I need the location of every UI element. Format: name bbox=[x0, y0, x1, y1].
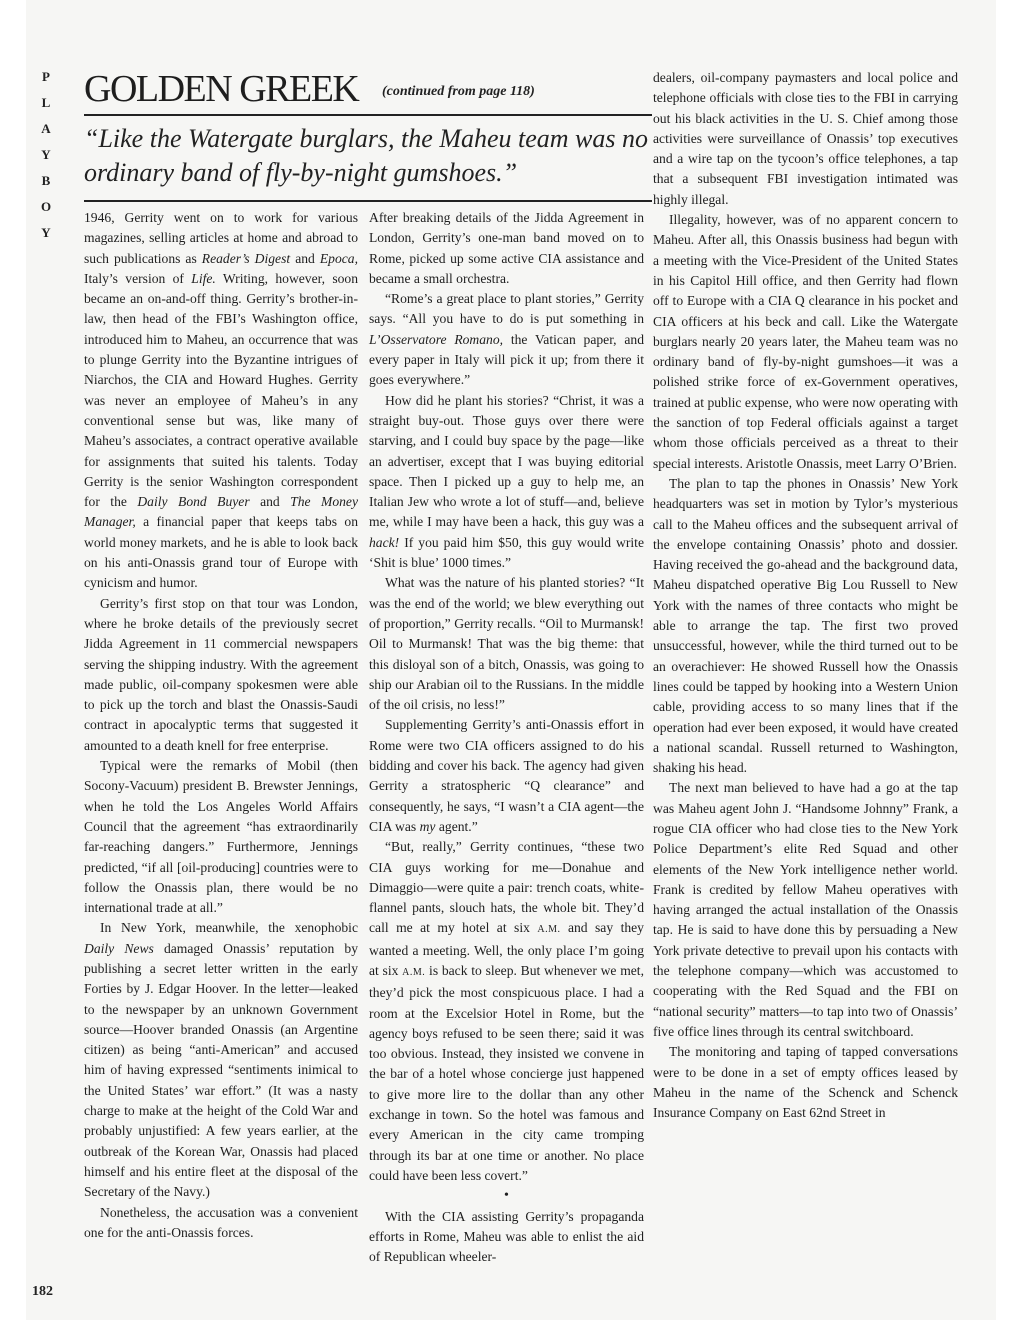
magazine-letter: Y bbox=[41, 225, 51, 240]
article-paragraph: Nonetheless, the accusation was a convenient one for the anti-Onassis forces. bbox=[84, 1204, 358, 1240]
magazine-letter: P bbox=[42, 69, 50, 84]
magazine-letter: Y bbox=[41, 147, 51, 162]
continued-from-note: (continued from page 118) bbox=[382, 84, 535, 99]
text-column-2 bbox=[369, 208, 644, 1267]
article-paragraph: Gerrity’s first stop on that tour was London, where he broke details of the previously secret Jidda Agreement in 11 commercial newspapers serving the shipping industry. With the agreement made public, oil-company spokesmen were able to pick up the torch and blast the Onassis-Saudi contract in apocalyptic terms that suggested it amounted to a death knell for free enterprise. bbox=[84, 595, 358, 753]
bottom-rule bbox=[84, 200, 652, 202]
text-column-1 bbox=[84, 208, 358, 1243]
magazine-letter: B bbox=[41, 173, 51, 188]
italic-text: my bbox=[419, 818, 436, 834]
article-paragraph: With the CIA assisting Gerrity’s propaganda efforts in Rome, Maheu was able to enlist the aid of Republican wheeler- bbox=[369, 1208, 644, 1265]
italic-text: Epoca, bbox=[319, 250, 358, 266]
text-column-3 bbox=[653, 68, 958, 1123]
article-paragraph: Typical were the remarks of Mobil (then Socony-Vacuum) president B. Brewster Jennings, when he told the Los Angeles World Affairs Council that the agreement “has extraordinarily far-reaching dangers.” Furthermore, Jennings predicted, “if all [oil-producing] countries were to follow the Onassis plan, there would be no international trade at all.” bbox=[84, 758, 358, 916]
magazine-letter: O bbox=[40, 199, 52, 214]
magazine-name-letters bbox=[36, 64, 56, 246]
pull-quote: “Like the Watergate burglars, the Maheu team was no ordinary band of fly-by-night gumshoes.” bbox=[84, 124, 649, 187]
small-caps-text: A.M. bbox=[402, 966, 426, 978]
italic-text: Reader’s Digest bbox=[201, 250, 291, 266]
magazine-name bbox=[36, 64, 56, 246]
section-break-dot: • bbox=[504, 1188, 509, 1204]
article-paragraph: After breaking details of the Jidda Agreement in London, Gerrity’s one-man band moved on to Rome, picked up some active CIA assistance and became a small orchestra. bbox=[369, 210, 644, 286]
italic-text: Daily Bond Buyer bbox=[137, 494, 250, 510]
article-paragraph: 1946, Gerrity went on to work for various magazines, selling articles at home and abroad to such publications as Reader’s Digest and Epoca, Italy’s version of Life. Writing, however, soon became an on-and-off thing. Gerrity’s brother-in-law, then head of the FBI’s Washington office, introduced him to Maheu, an occurrence that was to plunge Gerrity into the Byzantine intrigues of Niarchos, the CIA and Howard Hughes. Gerrity was never an employee of Maheu’s in any conventional sense but was, like many of Maheu’s associates, a contract operative available for assignments that suited his talents. Today Gerrity is the senior Washington correspondent for the Daily Bond Buyer and The Money Manager, a financial paper that keeps tabs on world money markets, and he is able to look back on his anti-Onassis grand tour of Europe with cynicism and humor. bbox=[84, 210, 359, 591]
article-paragraph: “But, really,” Gerrity continues, “these two CIA guys working for me—Donahue and Dimaggio—were quite a pair: trench coats, white-flannel pants, slouch hats, the whole bit. They’d call me at my hotel at six A.M. and say they wanted a meeting. Well, the only place I’m going at six A.M. is back to sleep. But whenever we met, they’d pick the most conspicuous place. I had a room at the Excelsior Hotel in Rome, but the agency boys refused to be seen there; said it was too obvious. Instead, they insisted we convene in the bar of a hotel whose concierge just happened to give more lire to the dollar than any other exchange in town. So the hotel was famous and every American in the city came tromping through its bar at one time or another. No place could have been less covert.” bbox=[369, 839, 644, 1183]
small-caps-text: A.M. bbox=[537, 924, 561, 936]
article-title: GOLDEN GREEK bbox=[84, 68, 359, 110]
article-paragraph: How did he plant his stories? “Christ, it was a straight buy-out. Those guys over there were starving, and I could buy space by the page—like an advertiser, except that I was buying editorial space. Then I picked up a guy to help me, an Italian Jew who wrote a lot of stuff—and, believe me, while I may have been a hack, this guy was a hack! If you paid him $50, this guy would write ‘Shit is blue’ 1000 times.” bbox=[369, 392, 644, 571]
magazine-letter: L bbox=[41, 95, 51, 110]
article-paragraph: The plan to tap the phones in Onassis’ New York headquarters was set in motion by Tylor’s mysterious call to the Maheu offices and the subsequent arrival of the envelope containing Onassis’ photo and dossier. Having received the go-ahead and the background data, Maheu dispatched operative Big Lou Russell to New York with the names of three contacts who might be able to arrange the tap. The first two proved unsuccessful, however, while the third turned out to be an overachiever: He showed Russell how the Onassis lines could be tapped by hooking into a Western Union cable, providing access to so many lines that if the operation had ever been exposed, it would have created a national scandal. Russell returned to Washington, shaking his head. bbox=[653, 475, 958, 776]
article-paragraph: Illegality, however, was of no apparent concern to Maheu. After all, this Onassis business had begun with a meeting with the Vice-President of the United States in his Capitol Hill office, and then Gerrity had flown off to Europe with a CIA Q clearance in his pocket and CIA officers at his beck and call. Like the Watergate burglars nearly 20 years later, the Maheu team was no ordinary band of fly-by-night gumshoes—it was a polished strike force of ex-Government operatives, trained at public expense, who were now operating with the sanction of top Federal officials against a target whom those officials perceived as a threat to their special interests. Aristotle Onassis, meet Larry O’Brien. bbox=[653, 212, 958, 471]
italic-text: L’Osservatore Romano, bbox=[369, 331, 504, 347]
article-paragraph: The next man believed to have had a go at the tap was Maheu agent John J. “Handsome Johnny” Frank, a rogue CIA officer who had close ties to the New York Police Department’s elite Red Squad and other elements of the New York intelligence nether world. Frank is credited by fellow Maheu operatives with having arranged the actual installation of the Onassis tap. He is said to have done this by persuading a New York private detective to prevail upon his contacts with the telephone company—which was accustomed to cooperating with the Red Squad and the FBI on “national security” matters—to tap into two of Onassis’ five office lines through its central switchboard. bbox=[653, 780, 958, 1039]
article-paragraph: What was the nature of his planted stories? “It was the end of the world; we blew everything out of proportion,” Gerrity recalls. “Oil to Murmansk! Oil to Murmansk! That was the big theme: that this disloyal son of a bitch, Onassis, was going to ship our Arabian oil to the Russians. In the middle of the oil crisis, no less!” bbox=[369, 575, 644, 713]
article-paragraph: “Rome’s a great place to plant stories,” Gerrity says. “All you have to do is put something in L’Osservatore Romano, the Vatican paper, and every paper in Italy will pick it up; from there it goes everywhere.” bbox=[369, 291, 644, 388]
article-paragraph: In New York, meanwhile, the xenophobic Daily News damaged Onassis’ reputation by publishing a secret letter written in the early Forties by J. Edgar Hoover. In the letter—leaked to the newspaper by an unknown Government source—Hoover branded Onassis (an Argentine citizen) as being “anti-American” and accused him of having expressed “sentiments inimical to the United States’ war effort.” (It was a nasty charge to make at the height of the Cold War and probably unjustified: A few years earlier, at the outbreak of the Korean War, Onassis had placed himself and his entire fleet at the disposal of the Secretary of the Navy.) bbox=[84, 920, 358, 1200]
article-paragraph: Supplementing Gerrity’s anti-Onassis effort in Rome were two CIA officers assigned to do his bidding and cover his back. The agency had given Gerrity a stratospheric “Q clearance” and consequently, he says, “I wasn’t a CIA agent—the CIA was my agent.” bbox=[369, 717, 644, 834]
italic-text: The Money Manager, bbox=[84, 494, 358, 530]
top-rule bbox=[84, 114, 652, 116]
article-paragraph: dealers, oil-company paymasters and local police and telephone officials with close ties to the FBI in carrying out his black activities in the U. S. Chief among those activities were surveillance of Onassis’ top executives and a wire tap on the tycoon’s office telephones, a tap that a subsequent FBI investigation intimated was highly illegal. bbox=[653, 70, 958, 207]
magazine-letter: A bbox=[41, 121, 51, 136]
italic-text: Life. bbox=[191, 270, 216, 286]
article-paragraph: The monitoring and taping of tapped conversations were to be done in a set of empty offices leased by Maheu in the name of the Schenck and Schenck Insurance Company on East 62nd Street in bbox=[653, 1044, 958, 1121]
italic-text: Daily News bbox=[84, 940, 154, 956]
page-number: 182 bbox=[32, 1284, 53, 1299]
italic-text: hack! bbox=[369, 534, 400, 550]
